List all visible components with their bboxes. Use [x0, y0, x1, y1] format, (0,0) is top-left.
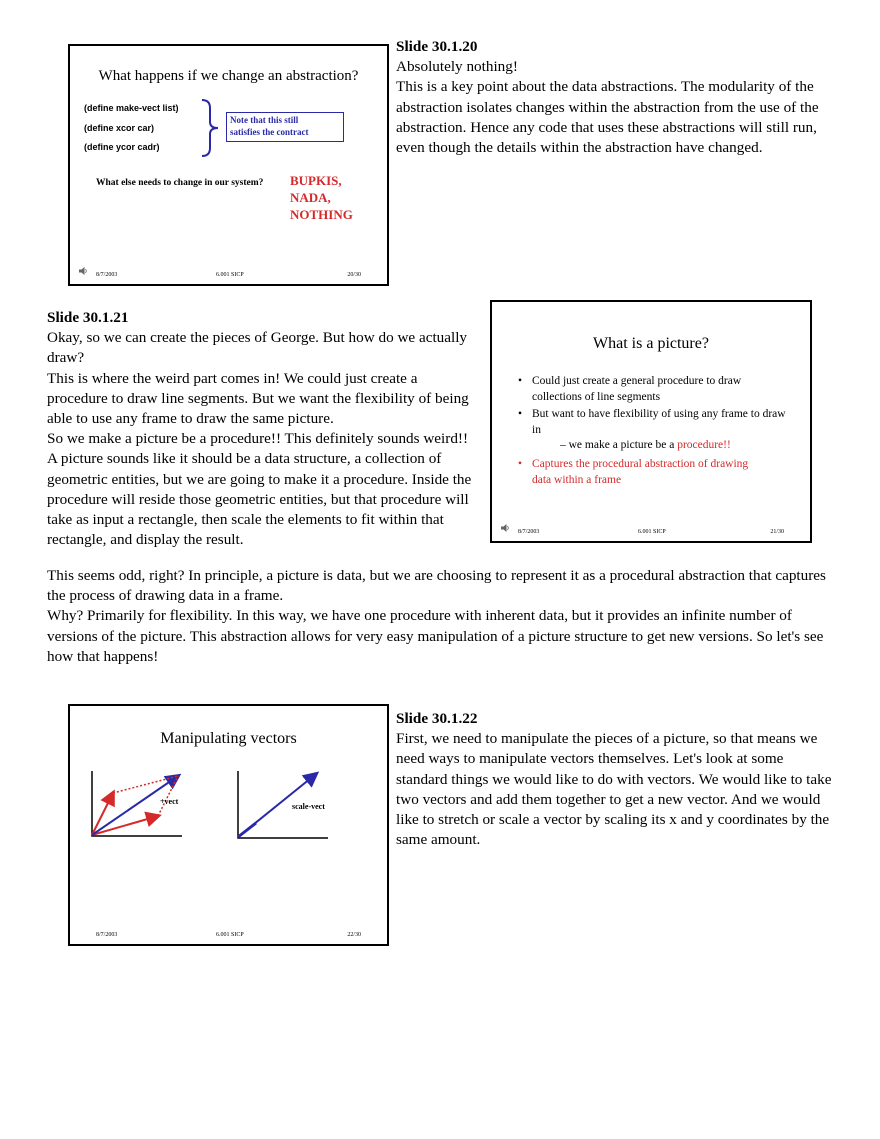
- slide-20-answer: [290, 172, 353, 223]
- answer-line-3: NOTHING: [290, 207, 353, 222]
- slide-22-date: 8/7/2003: [96, 932, 118, 938]
- code-line-2: (define xcor car): [84, 123, 155, 133]
- slide-22-page: 22/30: [347, 932, 361, 938]
- slide-21-heading: Slide 30.1.21: [47, 309, 129, 326]
- label-scale-vect: scale-vect: [292, 802, 325, 811]
- answer-line-1: BUPKIS,: [290, 173, 342, 188]
- slide-20-question: What else needs to change in our system?: [96, 178, 264, 188]
- slide-20-title: What happens if we change an abstraction?: [98, 68, 359, 84]
- note-box: [226, 112, 344, 142]
- slide-21-para-2: This is where the weird part comes in! We could just create a procedure to draw line segments. But we want the flexibility of being able to use any frame to draw the same picture.: [47, 369, 469, 428]
- sub-bullet-highlight: procedure!!: [677, 439, 731, 451]
- speaker-icon: [500, 523, 510, 533]
- slide-20-para-1: Absolutely nothing!: [396, 58, 518, 76]
- slide-20-para-2: This is a key point about the data abstractions. The modularity of the abstraction isolates changes within the abstraction from the use of the abstraction. Hence any code that uses these abstractions will still run, even though the details within the abstraction have changed.: [396, 78, 819, 157]
- slide-22-course: 6.001 SICP: [216, 932, 244, 938]
- slide-21-bullets: [518, 374, 788, 440]
- slide-22-para-1: First, we need to manipulate the pieces of a picture, so that means we need ways to manipulate vectors themselves. Let's look at some standard things we would like to do with vectors. We would like to take two vectors and add them together to get a new vector. And we would like to stretch or scale a vector by scaling its x and y coordinates by the same amount.: [396, 730, 832, 849]
- slide-22-title: Manipulating vectors: [160, 730, 297, 747]
- slide-22-text: [396, 709, 836, 850]
- slide-22-image: [68, 704, 389, 946]
- note-line-1: Note that this still: [230, 115, 299, 125]
- slide-20-heading: Slide 30.1.20: [396, 38, 478, 55]
- slide-21-para-5: Why? Primarily for flexibility. In this way, we have one procedure with inherent data, but it provides an infinite number of versions of the picture. This abstraction allows for very easy manipulation of a picture structure to get new versions. So let's see how that happens!: [47, 607, 824, 665]
- slide-21-bullet-1: • Could just create a general procedure to draw collections of line segments: [518, 374, 788, 405]
- slide-21-title: What is a picture?: [593, 335, 709, 352]
- slide-20-course: 6.001 SICP: [216, 272, 244, 278]
- vector-diagram: [70, 706, 387, 944]
- slide-21-para-1: Okay, so we can create the pieces of George. But how do we actually draw?: [47, 329, 468, 367]
- sub-bullet-prefix: – we make a picture be a: [560, 439, 678, 451]
- slide-21-image: [490, 300, 812, 543]
- slide-20-text: [396, 37, 836, 158]
- answer-line-2: NADA,: [290, 190, 331, 205]
- slide-21-full-text: [47, 566, 837, 667]
- slide-21-date: 8/7/2003: [518, 529, 540, 535]
- slide-21-text: [47, 308, 477, 550]
- slide-21-para-4: This seems odd, right? In principle, a picture is data, but we are choosing to represent it as a procedural abstraction that captures the process of drawing data in a frame.: [47, 567, 826, 605]
- slide-21-bullet-2: • But want to have flexibility of using any frame to draw in: [518, 407, 788, 438]
- slide-21-page: 21/30: [770, 529, 784, 535]
- slide-22-heading: Slide 30.1.22: [396, 710, 478, 727]
- slide-21-sub-bullet: [560, 439, 731, 451]
- brace-icon: [198, 98, 222, 158]
- slide-21-bullet-3: • Captures the procedural abstraction of drawing data within a frame: [518, 457, 768, 488]
- slide-20-date: 8/7/2003: [96, 272, 118, 278]
- code-line-1: (define make-vect list): [84, 103, 179, 113]
- slide-20-page: 20/30: [347, 272, 361, 278]
- label-add-vect: +vect: [160, 797, 179, 806]
- code-line-3: (define ycor cadr): [84, 142, 160, 152]
- slide-20-image: [68, 44, 389, 286]
- speaker-icon: [78, 266, 88, 276]
- note-line-2: satisfies the contract: [230, 127, 309, 137]
- slide-21-course: 6.001 SICP: [638, 529, 666, 535]
- slide-21-red-bullets: [518, 457, 768, 490]
- slide-21-para-3: So we make a picture be a procedure!! This definitely sounds weird!! A picture sounds like it should be a data structure, a collection of geometric entities, but we are going to make it a procedure. Inside the procedure will reside those geometric entities, but that procedure will take as input a rectangle, then scale the elements to fit within that rectangle, and display the result.: [47, 430, 472, 549]
